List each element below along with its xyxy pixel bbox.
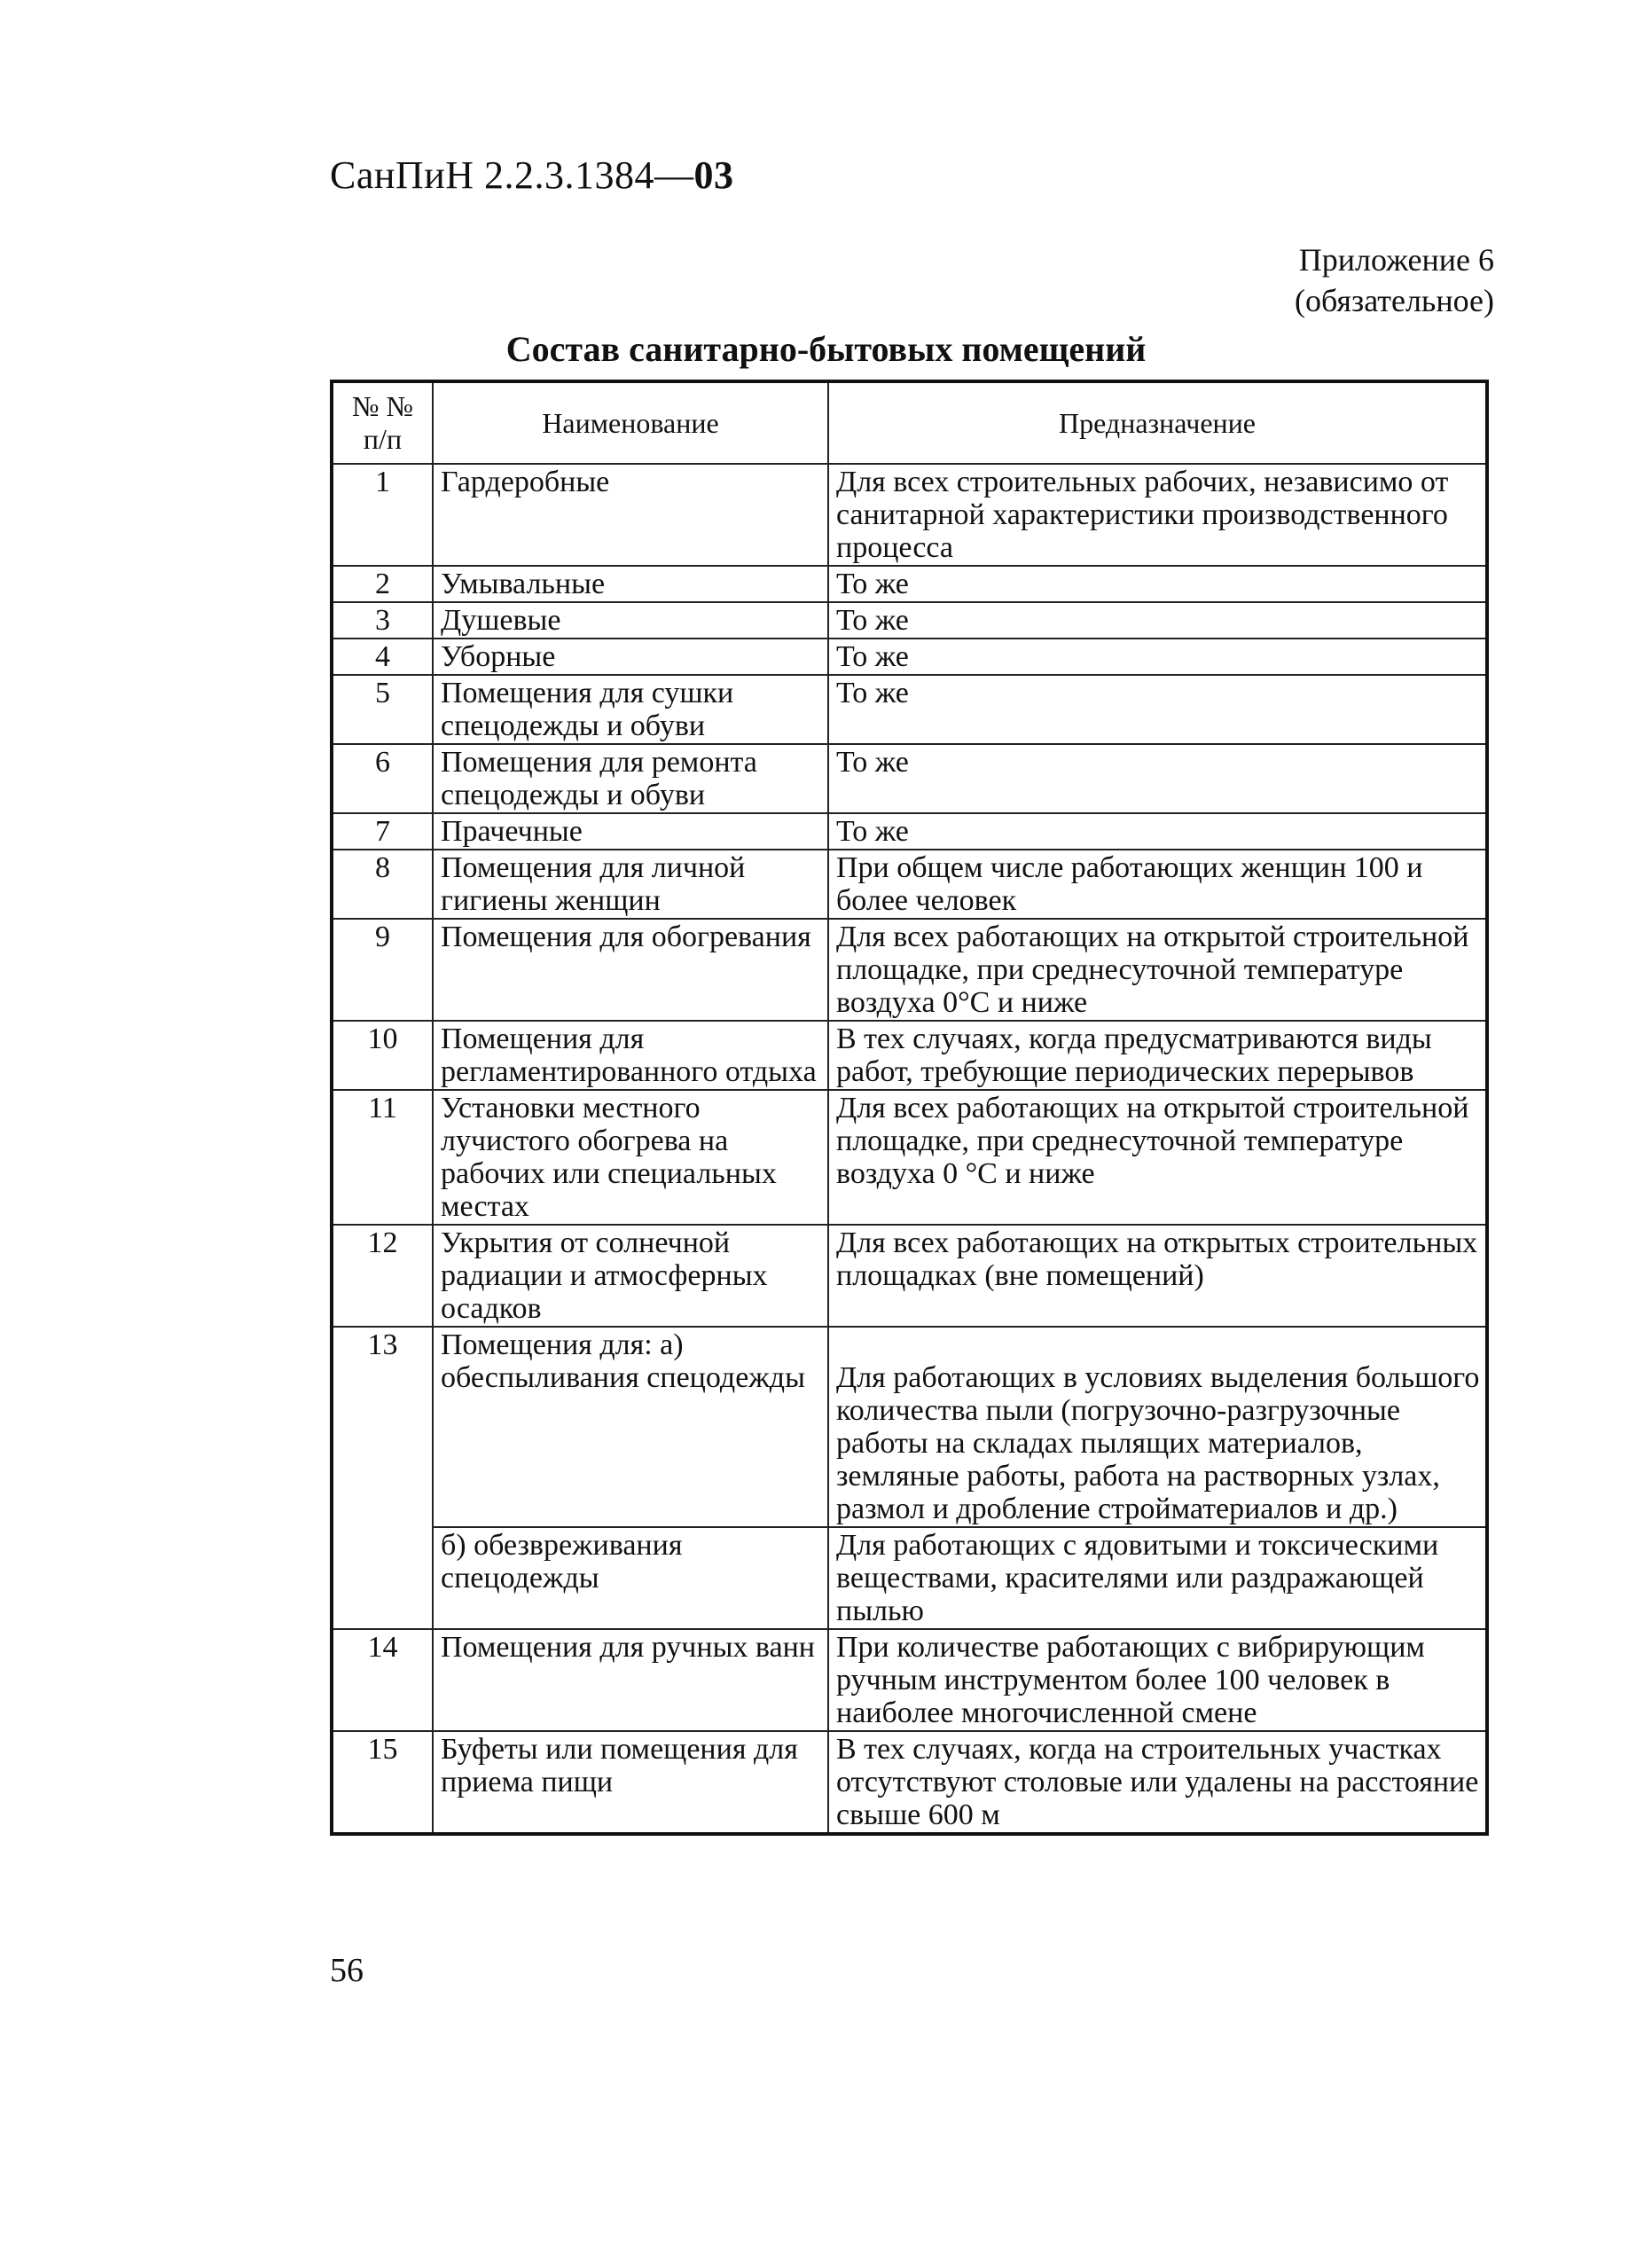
row-purpose: При количестве работающих с вибрирующим ручным инструментом более 100 человек в наиболее многочисленной смене: [828, 1629, 1487, 1731]
row-name: Прачечные: [433, 813, 828, 850]
row-num: 12: [332, 1225, 433, 1327]
row-purpose: То же: [828, 639, 1487, 675]
row-name: Помещения для: а) обеспыливания спецодежды: [433, 1327, 828, 1527]
row-num: 1: [332, 464, 433, 566]
appendix-status: (обязательное): [1295, 283, 1494, 318]
row-purpose: То же: [828, 744, 1487, 813]
row-num: 10: [332, 1021, 433, 1090]
row-num: 7: [332, 813, 433, 850]
table-row: [332, 1090, 1487, 1225]
row-num: 5: [332, 675, 433, 744]
table-row: [332, 1327, 1487, 1527]
row-purpose: Для работающих в условиях выделения большого количества пыли (погрузочно-разгрузочные работы на складах пылящих материалов, земляные работы, работа на растворных узлах, размол и дробление стройматериалов и др.): [828, 1327, 1487, 1527]
row-num: 2: [332, 566, 433, 602]
row-num: 4: [332, 639, 433, 675]
row-name: Гардеробные: [433, 464, 828, 566]
row-name: Умывальные: [433, 566, 828, 602]
row-purpose: В тех случаях, когда предусматриваются виды работ, требующие периодических перерывов: [828, 1021, 1487, 1090]
table-row: [332, 566, 1487, 602]
row-name: Помещения для личной гигиены женщин: [433, 850, 828, 919]
row-name: Помещения для регламентированного отдыха: [433, 1021, 828, 1090]
table-row: [332, 675, 1487, 744]
row-name: Душевые: [433, 602, 828, 639]
row-num: 8: [332, 850, 433, 919]
table-row: [332, 464, 1487, 566]
row-purpose: То же: [828, 813, 1487, 850]
document-code-main: СанПиН 2.2.3.1384—: [330, 153, 694, 197]
header-num: № № п/п: [332, 381, 433, 464]
table-row: [332, 1021, 1487, 1090]
row-num: 9: [332, 919, 433, 1021]
row-name: Помещения для ремонта спецодежды и обуви: [433, 744, 828, 813]
row-name: Укрытия от солнечной радиации и атмосферных осадков: [433, 1225, 828, 1327]
page-title: Состав санитарно-бытовых помещений: [505, 329, 1147, 369]
row-purpose: Для работающих с ядовитыми и токсическими веществами, красителями или раздражающей пылью: [828, 1527, 1487, 1629]
row-name: Помещения для обогревания: [433, 919, 828, 1021]
row-name: Уборные: [433, 639, 828, 675]
document-code-year: 03: [693, 153, 734, 197]
table-header-row: [332, 381, 1487, 464]
row-name: Буфеты или помещения для приема пищи: [433, 1731, 828, 1834]
document-code: [330, 153, 734, 198]
table-row: [332, 602, 1487, 639]
row-purpose: То же: [828, 602, 1487, 639]
row-name: Помещения для сушки спецодежды и обуви: [433, 675, 828, 744]
appendix-label: [1295, 239, 1494, 321]
table-row: [332, 1527, 1487, 1629]
header-purpose: Предназначение: [828, 381, 1487, 464]
row-purpose: То же: [828, 566, 1487, 602]
appendix-number: Приложение 6: [1298, 242, 1494, 278]
row-purpose: Для всех работающих на открытых строительных площадках (вне помещений): [828, 1225, 1487, 1327]
row-purpose: Для всех работающих на открытой строительной площадке, при среднесуточной температуре воздуха 0°С и ниже: [828, 919, 1487, 1021]
row-purpose: В тех случаях, когда на строительных участках отсутствуют столовые или удалены на расстояние свыше 600 м: [828, 1731, 1487, 1834]
row-num: 14: [332, 1629, 433, 1731]
row-purpose: При общем числе работающих женщин 100 и более человек: [828, 850, 1487, 919]
row-purpose: Для всех работающих на открытой строительной площадке, при среднесуточной температуре воздуха 0 °С и ниже: [828, 1090, 1487, 1225]
table-row: [332, 813, 1487, 850]
row-purpose: Для всех строительных рабочих, независимо от санитарной характеристики производственного процесса: [828, 464, 1487, 566]
table-row: [332, 1731, 1487, 1834]
table-row: [332, 850, 1487, 919]
row-name: Помещения для ручных ванн: [433, 1629, 828, 1731]
table-row: [332, 744, 1487, 813]
row-name: б) обезвреживания спецодежды: [433, 1527, 828, 1629]
table-row: [332, 919, 1487, 1021]
rooms-table: [330, 380, 1489, 1836]
table-row: [332, 639, 1487, 675]
row-num: 15: [332, 1731, 433, 1834]
row-num: 11: [332, 1090, 433, 1225]
row-purpose: То же: [828, 675, 1487, 744]
table-row: [332, 1225, 1487, 1327]
row-name: Установки местного лучистого обогрева на рабочих или специальных местах: [433, 1090, 828, 1225]
page-number: 56: [330, 1952, 364, 1989]
row-num: 6: [332, 744, 433, 813]
table-row: [332, 1629, 1487, 1731]
header-name: Наименование: [433, 381, 828, 464]
row-num: 13: [332, 1327, 433, 1629]
row-num: 3: [332, 602, 433, 639]
